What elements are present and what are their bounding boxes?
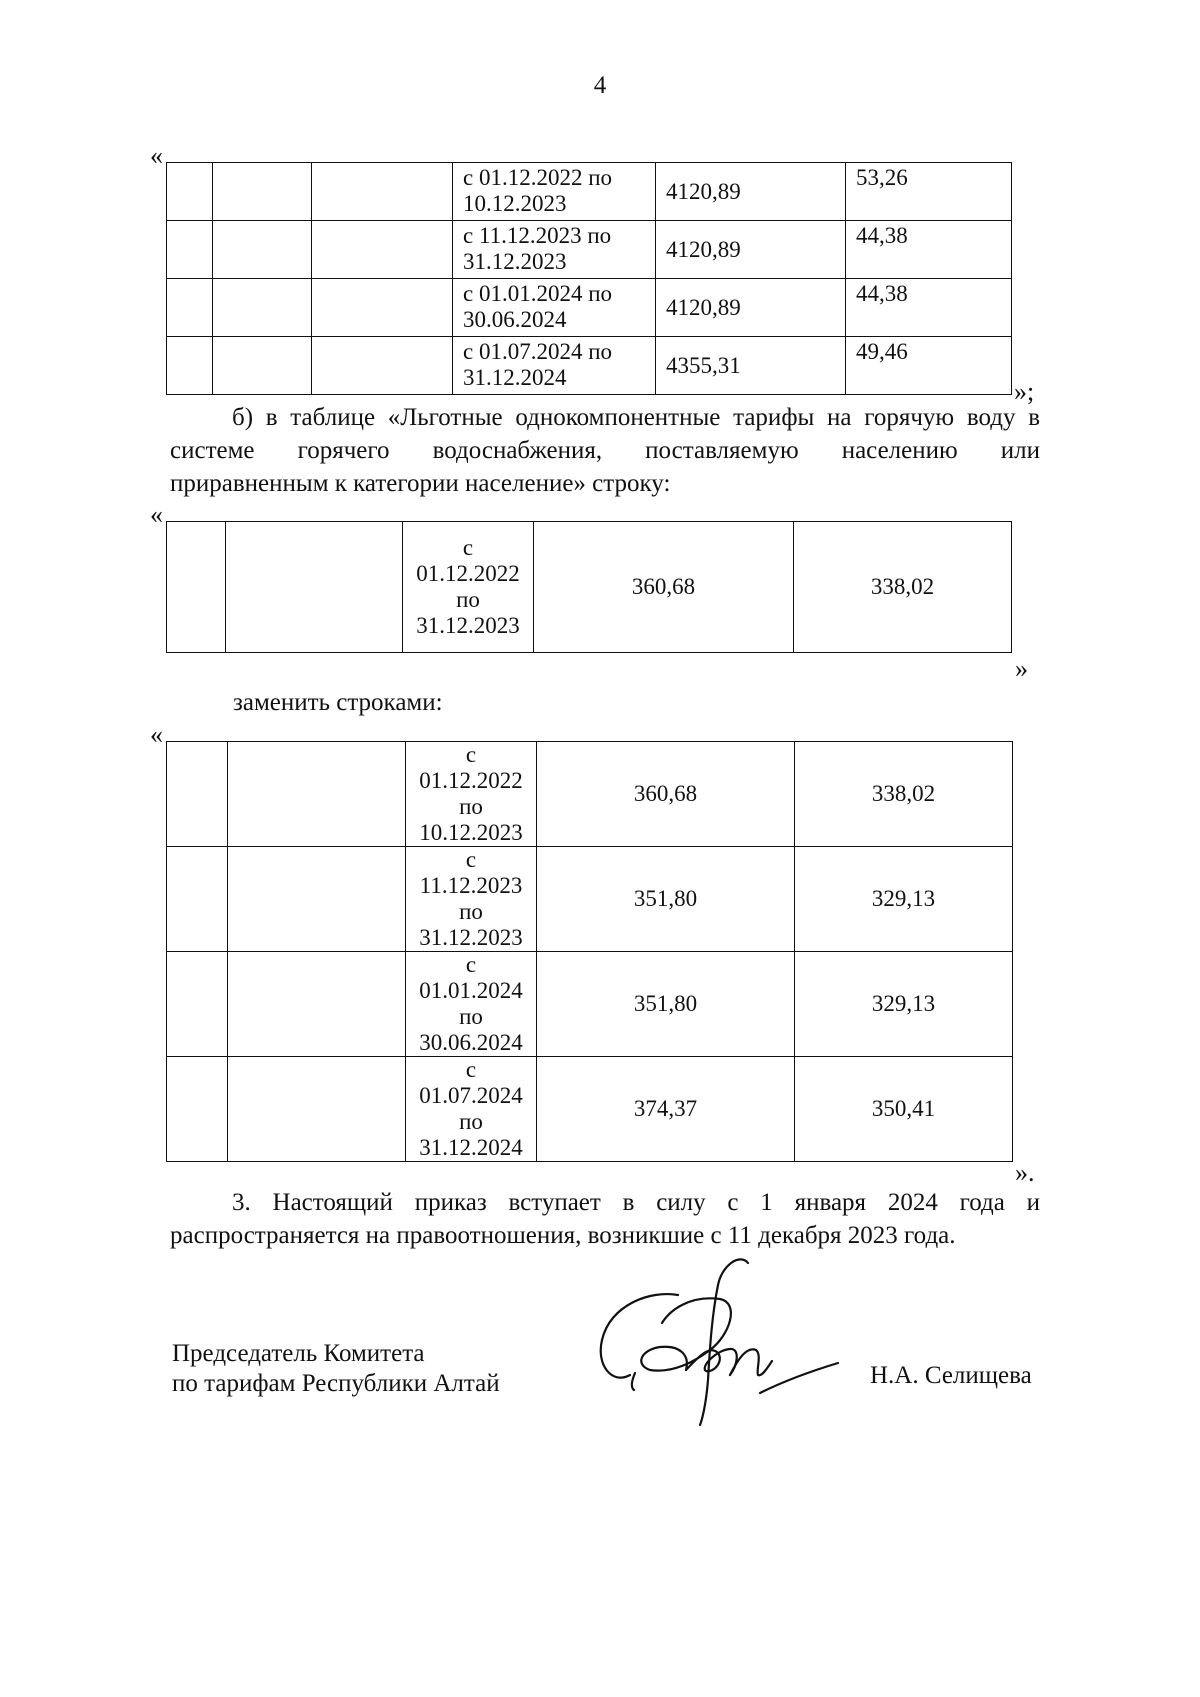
rate-value-cell: 44,38: [846, 221, 1012, 279]
empty-cell: [167, 337, 213, 395]
empty-cell: [167, 279, 213, 337]
period-line: 01.01.2024: [419, 978, 523, 1003]
empty-cell: [312, 337, 453, 395]
period-start: с 01.01.2024 по: [463, 281, 613, 306]
empty-cell: [167, 522, 226, 653]
signatory-title: [172, 1339, 500, 1399]
period-line: 10.12.2023: [419, 820, 523, 845]
empty-cell: [312, 163, 453, 221]
tariff-value-cell: 360,68: [537, 742, 795, 847]
empty-cell: [213, 221, 312, 279]
tariff-value-cell: 4355,31: [656, 337, 846, 395]
tariff-table-new-rows: [166, 741, 1013, 1162]
close-quote: »;: [1014, 377, 1035, 406]
rate-value-cell: 49,46: [846, 337, 1012, 395]
tariff-table-old-row: [166, 521, 1012, 653]
rate-value-cell: 44,38: [846, 279, 1012, 337]
signatory-name: Н.А. Селищева: [870, 1362, 1032, 1389]
period-cell: [453, 337, 656, 395]
empty-cell: [228, 742, 406, 847]
period-cell: [406, 742, 537, 847]
close-quote: »: [1015, 654, 1028, 683]
period-line: 11.12.2023: [419, 873, 523, 898]
period-line: с: [462, 535, 474, 560]
open-quote: «: [150, 720, 163, 749]
tariff-value-cell: 338,02: [795, 742, 1013, 847]
paragraph-3: [170, 1186, 1040, 1252]
period-line: по: [459, 1004, 483, 1029]
period-line: 31.12.2023: [416, 613, 520, 638]
paragraph-b-line: б) в таблице «Льготные однокомпонентные тарифы на горячую воду в: [232, 404, 1040, 431]
paragraph-b-line: системе горячего водоснабжения, поставляемую населению или: [170, 437, 1040, 464]
period-start: с 01.12.2022 по: [463, 165, 613, 190]
rate-value-cell: 53,26: [846, 163, 1012, 221]
period-line: 01.12.2022: [416, 561, 520, 586]
period-cell: [406, 1057, 537, 1162]
handwritten-signature: [590, 1255, 860, 1430]
tariff-value-cell: 4120,89: [656, 221, 846, 279]
period-start: с 01.07.2024 по: [463, 339, 613, 364]
empty-cell: [213, 337, 312, 395]
empty-cell: [312, 279, 453, 337]
empty-cell: [228, 847, 406, 952]
period-cell: [453, 163, 656, 221]
period-line: с: [465, 847, 477, 872]
open-quote: «: [150, 141, 163, 170]
tariff-value-cell: 329,13: [795, 847, 1013, 952]
tariff-value-cell: 374,37: [537, 1057, 795, 1162]
page-number: 4: [593, 72, 607, 99]
tariff-value-cell: 338,02: [794, 522, 1012, 653]
empty-cell: [167, 221, 213, 279]
empty-cell: [312, 221, 453, 279]
table-row: [167, 163, 1012, 221]
period-line: 01.12.2022: [419, 768, 523, 793]
replace-text: заменить строками:: [233, 689, 443, 716]
empty-cell: [226, 522, 403, 653]
tariff-value-cell: 4120,89: [656, 279, 846, 337]
table-row: [167, 952, 1013, 1057]
tariff-value-cell: 351,80: [537, 847, 795, 952]
empty-cell: [167, 847, 228, 952]
period-line: 31.12.2024: [419, 1135, 523, 1160]
empty-cell: [228, 1057, 406, 1162]
signatory-title-line: по тарифам Республики Алтай: [172, 1370, 500, 1397]
empty-cell: [167, 742, 228, 847]
period-cell: [453, 279, 656, 337]
tariff-value-cell: 350,41: [795, 1057, 1013, 1162]
period-end: 30.06.2024: [463, 307, 567, 332]
period-line: с: [465, 742, 477, 767]
table-row: [167, 1057, 1013, 1162]
paragraph-b: [170, 401, 1040, 500]
period-line: по: [459, 899, 483, 924]
paragraph-3-line: 3. Настоящий приказ вступает в силу с 1 января 2024 года и: [232, 1189, 1040, 1216]
table-row: [167, 742, 1013, 847]
table-row: [167, 337, 1012, 395]
period-start: с 11.12.2023 по: [463, 223, 612, 248]
empty-cell: [167, 952, 228, 1057]
open-quote: «: [150, 500, 163, 529]
period-end: 10.12.2023: [463, 191, 567, 216]
period-line: по: [456, 587, 480, 612]
period-end: 31.12.2023: [463, 249, 567, 274]
table-row: [167, 221, 1012, 279]
period-end: 31.12.2024: [463, 365, 567, 390]
period-cell: [406, 847, 537, 952]
paragraph-3-line: распространяется на правоотношения, возникшие с 11 декабря 2023 года.: [170, 1222, 956, 1249]
tariff-value-cell: 4120,89: [656, 163, 846, 221]
period-line: 30.06.2024: [419, 1030, 523, 1055]
period-cell: [406, 952, 537, 1057]
table-row: [167, 279, 1012, 337]
period-cell: [453, 221, 656, 279]
period-line: по: [459, 1109, 483, 1134]
tariff-value-cell: 329,13: [795, 952, 1013, 1057]
paragraph-b-line: приравненным к категории население» строку:: [170, 470, 671, 497]
period-line: с: [465, 1057, 477, 1082]
tariff-value-cell: 351,80: [537, 952, 795, 1057]
empty-cell: [167, 163, 213, 221]
empty-cell: [228, 952, 406, 1057]
table-row: [167, 847, 1013, 952]
tariff-table-a: [166, 162, 1012, 395]
empty-cell: [167, 1057, 228, 1162]
period-line: по: [459, 794, 483, 819]
period-line: с: [465, 952, 477, 977]
table-row: [167, 522, 1012, 653]
empty-cell: [213, 163, 312, 221]
close-quote: ».: [1015, 1158, 1035, 1187]
empty-cell: [213, 279, 312, 337]
period-line: 31.12.2023: [419, 925, 523, 950]
period-cell: [403, 522, 534, 653]
tariff-value-cell: 360,68: [534, 522, 794, 653]
period-line: 01.07.2024: [419, 1083, 523, 1108]
signatory-title-line: Председатель Комитета: [172, 1340, 425, 1367]
